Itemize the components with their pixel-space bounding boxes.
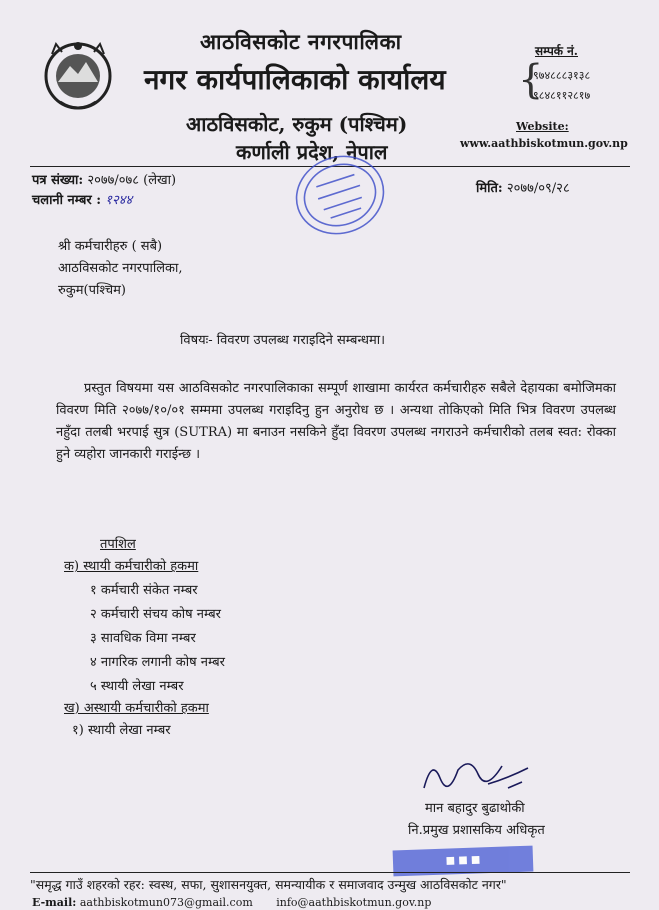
brace-glyph: {: [518, 57, 544, 103]
office-stamp-icon: [290, 150, 390, 240]
header-address: आठविसकोट, रुकुम (पश्चिम): [186, 112, 408, 136]
section-b-heading: ख) अस्थायी कर्मचारीको हकमा: [64, 701, 209, 716]
list-item: १ कर्मचारी संकेत नम्बर: [90, 583, 198, 598]
date-label: मिति:: [476, 181, 503, 196]
recipient-line-2: आठविसकोट नगरपालिका,: [58, 261, 183, 276]
footer-slogan: "समृद्ध गाउँ शहरको रहर: स्वस्थ, सफा, सुशासनयुक्त, समन्यायीक र समाजवाद उन्मुख आठविसकोट नगर": [30, 877, 507, 892]
letter-body: प्रस्तुत विषयमा यस आठविसकोट नगरपालिकाका सम्पूर्ण शाखामा कार्यरत कर्मचारीहरु सबैले देहायका बमोजिमका विवरण मिति २०७७/१०/०१ सम्ममा उपलब्ध गराइदिनु हुन अनुरोध छ । अन्यथा तोकिएको मिति भित्र विवरण उपलब्ध नहुँदा तलबी भरपाई सुत्र (SUTRA) मा बनाउन नसकिने हुँदा विवरण उपलब्ध नगराउने कर्मचारीको तलब स्वत: रोक्का हुने व्यहोरा जानकारी गराईन्छ ।: [56, 381, 616, 462]
header-office-name: नगर कार्यपालिकाको कार्यालय: [144, 63, 446, 96]
contact-label: सम्पर्क नं.: [535, 44, 578, 58]
dispatch-value: १२४४: [105, 193, 133, 208]
ref-label: पत्र संख्या:: [32, 173, 84, 188]
website-label: Website:: [516, 120, 569, 133]
list-item: ४ नागरिक लगानी कोष नम्बर: [90, 655, 225, 670]
list-item: ३ सावधिक विमा नम्बर: [90, 631, 196, 646]
footer-divider: [30, 872, 630, 873]
email-label: E-mail:: [32, 896, 77, 909]
details-heading: तपशिल: [100, 537, 136, 552]
letter-subject: विषयः- विवरण उपलब्ध गराइदिने सम्बन्धमा।: [180, 333, 386, 348]
dispatch-label: चलानी नम्बर :: [32, 193, 102, 208]
official-rubber-stamp-icon: ■ ■ ■: [393, 846, 534, 877]
website-url: www.aathbiskotmun.gov.np: [460, 137, 628, 150]
ref-value: २०७७/०७८ (लेखा): [87, 173, 177, 188]
signatory-title: नि.प्रमुख प्रशासकिय अधिकृत: [408, 823, 545, 838]
footer-contact: [32, 896, 431, 909]
list-item: ५ स्थायी लेखा नम्बर: [90, 679, 184, 694]
section-a-heading: क) स्थायी कर्मचारीको हकमा: [64, 559, 199, 574]
email-address-2[interactable]: info@aathbiskotmun.gov.np: [276, 896, 432, 909]
recipient-line-3: रुकुम(पश्चिम): [58, 283, 126, 298]
header-municipality-name: आठविसकोट नगरपालिका: [200, 29, 402, 54]
letter-date: [476, 178, 570, 196]
municipality-emblem-icon: [42, 36, 114, 114]
list-item: २ कर्मचारी संचय कोष नम्बर: [90, 607, 221, 622]
reference-number: [32, 170, 176, 188]
dispatch-number: [32, 190, 132, 208]
email-address-1[interactable]: aathbiskotmun073@gmail.com: [79, 896, 253, 909]
date-value: २०७७/०९/२८: [506, 181, 570, 196]
header-province: कर्णाली प्रदेश, नेपाल: [236, 140, 388, 164]
handwritten-signature-icon: [418, 748, 538, 798]
list-item: १) स्थायी लेखा नम्बर: [72, 723, 171, 738]
signatory-name: मान बहादुर बुढाथोकी: [425, 801, 525, 816]
phone-number-2: ९८४८११२८१७: [533, 89, 591, 102]
phone-number-1: ९७४८८८३१३८: [533, 69, 591, 82]
recipient-line-1: श्री कर्मचारीहरु ( सबै): [58, 239, 163, 254]
